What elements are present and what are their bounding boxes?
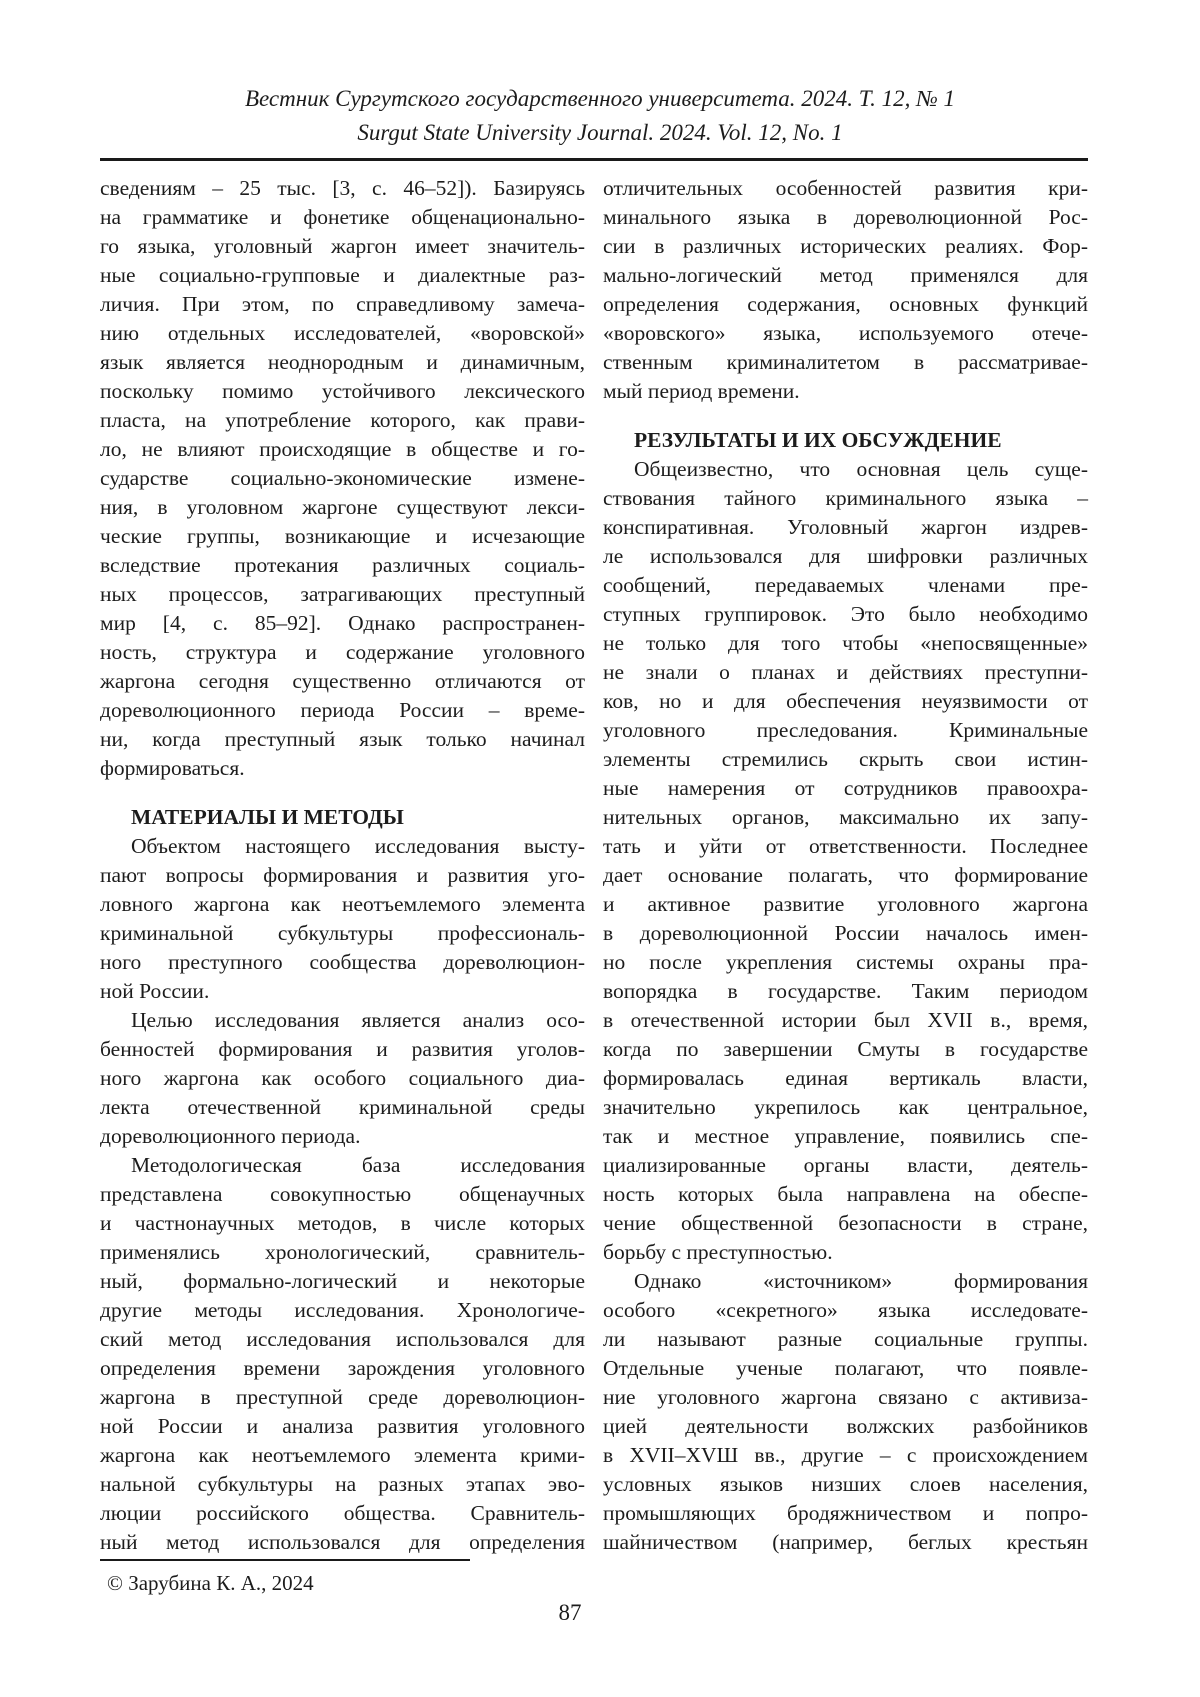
text-line: вследствие протекания различных социаль-	[100, 553, 585, 577]
text-line: Целью исследования является анализ осо-	[131, 1008, 585, 1032]
text-line: тать и уйти от ответственности. Последнее	[603, 834, 1088, 858]
text-line: условных языков низших слоев населения,	[603, 1472, 1088, 1496]
article-body	[100, 174, 1100, 1557]
text-line: дает основание полагать, что формирование	[603, 863, 1088, 887]
text-line: дореволюционного периода.	[100, 1124, 361, 1148]
text-line: применялись хронологический, сравнитель-	[100, 1240, 585, 1264]
text-line: в дореволюционной России началось имен-	[603, 921, 1088, 945]
text-line: формировалась единая вертикаль власти,	[603, 1066, 1088, 1090]
text-line: шайничеством (например, беглых крестьян	[603, 1530, 1088, 1554]
text-line: сообщений, передаваемых членами пре-	[603, 573, 1088, 597]
text-line: криминальной субкультуры профессиональ-	[100, 921, 585, 945]
text-line: Методологическая база исследования	[131, 1153, 585, 1177]
text-line: поскольку помимо устойчивого лексического	[100, 379, 585, 403]
text-line: ные намерения от сотрудников правоохра-	[603, 776, 1088, 800]
text-line: жаргона сегодня существенно отличаются от	[100, 669, 585, 693]
header-rule	[100, 158, 1088, 161]
text-line: и частнонаучных методов, в числе которых	[100, 1211, 585, 1235]
text-line: «воровского» языка, используемого отече-	[603, 321, 1088, 345]
text-line: мир [4, с. 85–92]. Однако распространен-	[100, 611, 585, 635]
text-line: не только для того чтобы «непосвященные»	[603, 631, 1088, 655]
text-line: сударстве социально-экономические измене-	[100, 466, 585, 490]
text-line: ский метод исследования использовался для	[100, 1327, 585, 1351]
text-line: формироваться.	[100, 756, 245, 780]
right-column	[603, 174, 1088, 1557]
text-line: отличительных особенностей развития кри-	[603, 176, 1088, 200]
text-line: люции российского общества. Сравнитель-	[100, 1501, 585, 1525]
running-head	[0, 0, 1200, 150]
text-line: пают вопросы формирования и развития уго-	[100, 863, 585, 887]
text-line: минального языка в дореволюционной Рос-	[603, 205, 1088, 229]
text-line: жаргона в преступной среде дореволюцион-	[100, 1385, 585, 1409]
text-line: ли называют разные социальные группы.	[603, 1327, 1088, 1351]
text-line: циализированные органы власти, деятель-	[603, 1153, 1088, 1177]
text-line: промышляющих бродяжничеством и попро-	[603, 1501, 1088, 1525]
text-line: личия. При этом, по справедливому замеча-	[100, 292, 585, 316]
text-line: ков, но и для обеспечения неуязвимости от	[603, 689, 1088, 713]
text-line: ни, когда преступный язык только начинал	[100, 727, 585, 751]
journal-title-en: Surgut State University Journal. 2024. Vol. 12, No. 1	[357, 120, 843, 145]
text-line: чение общественной безопасности в стране,	[603, 1211, 1088, 1235]
text-line: ный, формально-логический и некоторые	[100, 1269, 585, 1293]
text-line: цией деятельности волжских разбойников	[603, 1414, 1088, 1438]
text-line: ле использовался для шифровки различных	[603, 544, 1088, 568]
text-line: и активное развитие уголовного жаргона	[603, 892, 1088, 916]
page-number: 87	[558, 1600, 582, 1625]
text-line: го языка, уголовный жаргон имеет значитель-	[100, 234, 585, 258]
left-column	[100, 174, 585, 1557]
text-line: нию отдельных исследователей, «воровской»	[100, 321, 585, 345]
text-line: Однако «источником» формирования	[634, 1269, 1088, 1293]
footnote-rule	[100, 1559, 470, 1561]
text-line: конспиративная. Уголовный жаргон издрев-	[603, 515, 1088, 539]
text-line: Объектом настоящего исследования высту-	[131, 834, 585, 858]
text-line: бенностей формирования и развития уголов-	[100, 1037, 585, 1061]
text-line: язык является неоднородным и динамичным,	[100, 350, 585, 374]
text-line: ние уголовного жаргона связано с активиза-	[603, 1385, 1088, 1409]
journal-title-ru: Вестник Сургутского государственного университета. 2024. Т. 12, № 1	[244, 86, 956, 111]
text-line: Общеизвестно, что основная цель суще-	[634, 457, 1088, 481]
section-heading: РЕЗУЛЬТАТЫ И ИХ ОБСУЖДЕНИЕ	[634, 428, 1002, 452]
text-line: ных процессов, затрагивающих преступный	[100, 582, 585, 606]
text-line: ность которых была направлена на обеспе-	[603, 1182, 1088, 1206]
text-line: ные социально-групповые и диалектные раз-	[100, 263, 585, 287]
text-line: ступных группировок. Это было необходимо	[603, 602, 1088, 626]
text-line: мально-логический метод применялся для	[603, 263, 1088, 287]
text-line: лекта отечественной криминальной среды	[100, 1095, 585, 1119]
text-line: ствования тайного криминального языка –	[603, 486, 1088, 510]
text-line: когда по завершении Смуты в государстве	[603, 1037, 1088, 1061]
text-line: ловного жаргона как неотъемлемого элемента	[100, 892, 585, 916]
text-line: уголовного преследования. Криминальные	[603, 718, 1088, 742]
text-line: пласта, на употребление которого, как прави-	[100, 408, 585, 432]
text-line: ной России и анализа развития уголовного	[100, 1414, 585, 1438]
text-line: борьбу с преступностью.	[603, 1240, 833, 1264]
text-line: вопорядка в государстве. Таким периодом	[603, 979, 1088, 1003]
text-line: ческие группы, возникающие и исчезающие	[100, 524, 585, 548]
text-line: другие методы исследования. Хронологиче-	[100, 1298, 585, 1322]
text-line: дореволюционного периода России – време-	[100, 698, 585, 722]
text-line: но после укрепления системы охраны пра-	[603, 950, 1088, 974]
text-line: ность, структура и содержание уголовного	[100, 640, 585, 664]
copyright-note: © Зарубина К. А., 2024	[107, 1571, 314, 1595]
text-line: мый период времени.	[603, 379, 800, 403]
text-line: ный метод использовался для определения	[100, 1530, 585, 1554]
text-line: ния, в уголовном жаргоне существуют лекси-	[100, 495, 585, 519]
text-line: сведениям – 25 тыс. [3, с. 46–52]). Базируясь	[100, 176, 585, 200]
text-line: в XVII–XVШ вв., другие – с происхождением	[603, 1443, 1088, 1467]
text-line: элементы стремились скрыть свои истин-	[603, 747, 1088, 771]
text-line: значительно укрепилось как центральное,	[603, 1095, 1088, 1119]
text-line: ного преступного сообщества дореволюцион-	[100, 950, 585, 974]
text-line: ной России.	[100, 979, 210, 1003]
text-line: нальной субкультуры на разных этапах эво-	[100, 1472, 585, 1496]
text-line: ло, не влияют происходящие в обществе и го-	[100, 437, 585, 461]
text-line: не знали о планах и действиях преступни-	[603, 660, 1088, 684]
text-line: нительных органов, максимально их запу-	[603, 805, 1088, 829]
text-line: на грамматике и фонетике общенационально-	[100, 205, 585, 229]
text-line: определения времени зарождения уголовного	[100, 1356, 585, 1380]
text-line: ственным криминалитетом в рассматривае-	[603, 350, 1088, 374]
text-line: в отечественной истории был XVII в., время,	[603, 1008, 1088, 1032]
text-line: представлена совокупностью общенаучных	[100, 1182, 585, 1206]
text-line: сии в различных исторических реалиях. Фор-	[603, 234, 1088, 258]
text-line: ного жаргона как особого социального диа-	[100, 1066, 585, 1090]
section-heading: МАТЕРИАЛЫ И МЕТОДЫ	[131, 805, 404, 829]
text-line: Отдельные ученые полагают, что появле-	[603, 1356, 1088, 1380]
text-line: так и местное управление, появились спе-	[603, 1124, 1088, 1148]
text-line: жаргона как неотъемлемого элемента крими-	[100, 1443, 585, 1467]
text-line: определения содержания, основных функций	[603, 292, 1088, 316]
text-line: особого «секретного» языка исследовате-	[603, 1298, 1088, 1322]
